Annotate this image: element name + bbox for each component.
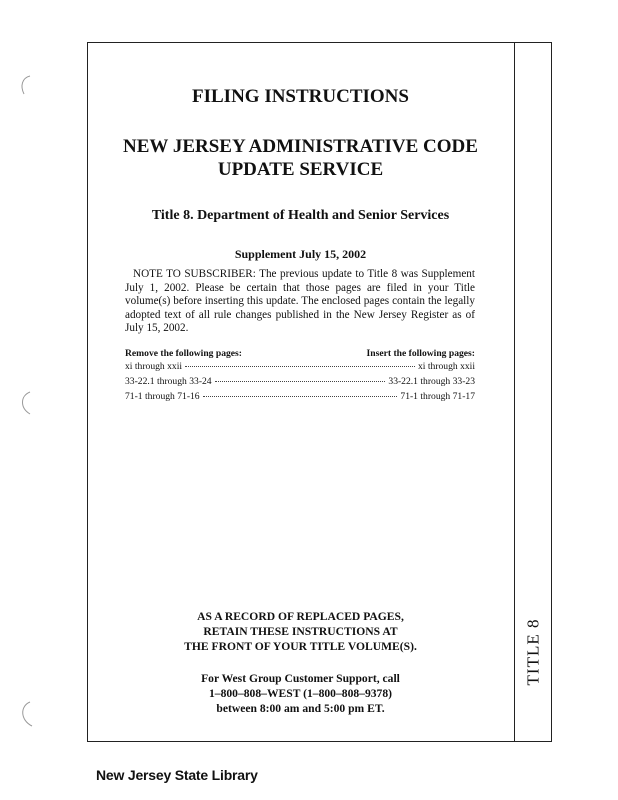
insert-pages-cell: 33-22.1 through 33-23: [388, 376, 475, 387]
remove-pages-cell: 71-1 through 71-16: [125, 391, 200, 402]
library-stamp: New Jersey State Library: [96, 767, 258, 783]
remove-pages-header: Remove the following pages:: [125, 348, 242, 359]
insert-pages-cell: 71-1 through 71-17: [400, 391, 475, 402]
customer-support: [87, 671, 514, 716]
support-line-1: For West Group Customer Support, call: [201, 672, 400, 685]
insert-pages-header: Insert the following pages:: [366, 348, 475, 359]
side-tab: [520, 606, 546, 698]
table-row: [125, 376, 475, 391]
support-hours: between 8:00 am and 5:00 pm ET.: [216, 702, 385, 715]
page-subtitle: [87, 135, 514, 181]
record-instructions: [87, 609, 514, 654]
pages-table: [125, 348, 475, 406]
dot-leader: [185, 366, 415, 367]
record-line-3: THE FRONT OF YOUR TITLE VOLUME(S).: [184, 640, 417, 653]
record-line-1: AS A RECORD OF REPLACED PAGES,: [197, 610, 404, 623]
remove-pages-cell: xi through xxii: [125, 361, 183, 372]
punch-hole-mark: [16, 72, 38, 102]
table-row: [125, 361, 475, 376]
subtitle-line-2: UPDATE SERVICE: [217, 159, 384, 180]
remove-pages-cell: 33-22.1 through 33-24: [125, 376, 212, 387]
subtitle-line-1: NEW JERSEY ADMINISTRATIVE CODE: [123, 136, 478, 157]
record-line-2: RETAIN THESE INSTRUCTIONS AT: [203, 625, 398, 638]
page-title: FILING INSTRUCTIONS: [192, 86, 409, 107]
side-tab-divider: [514, 42, 515, 742]
subscriber-note-text: NOTE TO SUBSCRIBER: The previous update to Title 8 was Supplement July 1, 2002. Please be certain that those pages are filed in your Title volume(s) before inserting this update. The enclosed pages contain the legally adopted text of all rule changes published in the New Jersey Register as of July 15, 2002.: [125, 268, 475, 335]
table-row: [125, 391, 475, 406]
punch-hole-mark: [16, 388, 38, 418]
side-tab-label: TITLE 8: [523, 618, 543, 686]
dot-leader: [203, 396, 398, 397]
punch-hole-mark: [16, 700, 38, 730]
supplement-date: Supplement July 15, 2002: [234, 247, 367, 261]
pages-table-header: [125, 348, 475, 359]
dot-leader: [215, 381, 386, 382]
subscriber-note: [125, 268, 475, 336]
insert-pages-cell: xi through xxii: [417, 361, 475, 372]
title-heading: Title 8. Department of Health and Senior Services: [151, 208, 450, 223]
support-phone: 1–800–808–WEST (1–800–808–9378): [208, 687, 393, 700]
